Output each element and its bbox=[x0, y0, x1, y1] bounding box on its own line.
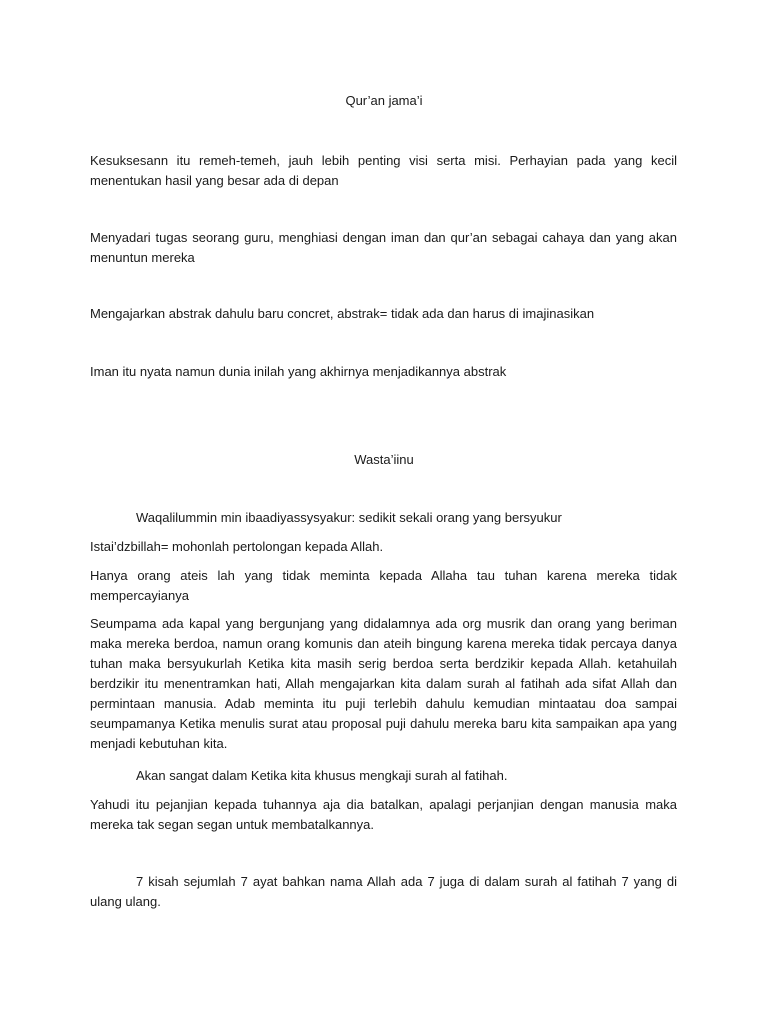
paragraph: Akan sangat dalam Ketika kita khusus mengkaji surah al fatihah. bbox=[136, 768, 508, 783]
paragraph: Kesuksesann itu remeh-temeh, jauh lebih penting visi serta misi. Perhayian pada yang kecil menentukan hasil yang besar ada di depan bbox=[90, 153, 677, 188]
paragraph: Iman itu nyata namun dunia inilah yang akhirnya menjadikannya abstrak bbox=[90, 364, 507, 379]
paragraph: Yahudi itu pejanjian kepada tuhannya aja dia batalkan, apalagi perjanjian dengan manusia maka mereka tak segan segan untuk membatalkannya. bbox=[90, 797, 677, 832]
paragraph: Mengajarkan abstrak dahulu baru concret, abstrak= tidak ada dan harus di imajinasikan bbox=[90, 306, 595, 321]
document-title: Qur’an jama’i bbox=[345, 93, 423, 108]
paragraph: Hanya orang ateis lah yang tidak meminta kepada Allaha tau tuhan karena mereka tidak mempercayianya bbox=[90, 568, 677, 603]
paragraph: 7 kisah sejumlah 7 ayat bahkan nama Allah ada 7 juga di dalam surah al fatihah 7 yang di ulang ulang. bbox=[90, 874, 677, 909]
paragraph: Seumpama ada kapal yang bergunjang yang didalamnya ada org musrik dan orang yang beriman maka mereka berdoa, namun orang komunis dan ateih bingung karena mereka tidak percaya danya tuhan maka bersyukurlah Ketika kita masih serig berdoa serta berdzikir kepada Allah. ketahuilah berdzikir itu menentramkan hati, Allah mengajarkan kita dalam surah al fatihah ada sifat Allah dan permintaan manusia. Adab meminta itu puji terlebih dahulu kemudian mintaatau doa sampai seumpamanya Ketika menulis surat atau proposal puji dahulu mereka baru kita sampaikan apa yang menjadi kebutuhan kita. bbox=[90, 616, 677, 751]
paragraph: Waqalilummin min ibaadiyassysyakur: sedikit sekali orang yang bersyukur bbox=[136, 510, 562, 525]
section-title: Wasta’iinu bbox=[354, 452, 414, 467]
paragraph: Menyadari tugas seorang guru, menghiasi dengan iman dan qur’an sebagai cahaya dan yang akan menuntun mereka bbox=[90, 230, 677, 265]
paragraph: Istai’dzbillah= mohonlah pertolongan kepada Allah. bbox=[90, 539, 384, 554]
